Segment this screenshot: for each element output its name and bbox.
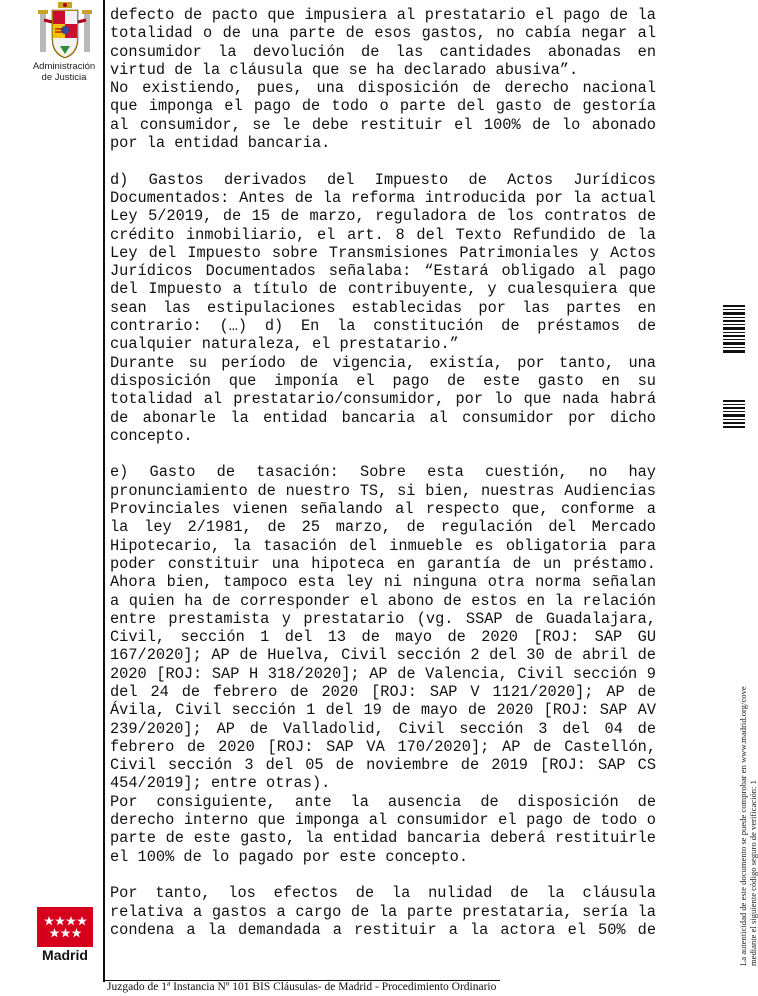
text-line: Ley 5/2019, de 15 de marzo, reguladora de los contratos de (110, 207, 656, 226)
text-line: sean las estipulaciones establecidas por las partes en (110, 298, 656, 317)
barcode-icon (723, 305, 745, 353)
blank-line (110, 866, 656, 884)
margin-rule (103, 0, 105, 982)
text-line: d) Gastos derivados del Impuesto de Actos Jurídicos (110, 170, 656, 189)
text-line: entre prestamista y prestatario (vg. SSAP de Guadalajara, (110, 609, 656, 628)
barcode-small-icon (723, 400, 745, 428)
text-line: relativa a gastos a cargo de la parte prestataria, sería la (110, 902, 656, 921)
text-line: virtud de la cláusula que se ha declarado abusiva”. (110, 60, 579, 79)
text-line: el 100% de lo pagado por este concepto. (110, 847, 469, 866)
text-line: la ley 2/1981, de 25 marzo, de regulación del Mercado (110, 518, 656, 537)
text-line: derecho interno que imponga al consumidor el pago de todo o (110, 811, 656, 830)
text-line: Ávila, Civil sección 1 del 19 de mayo de 2020 [ROJ: SAP AV (110, 701, 656, 720)
text-line: e) Gasto de tasación: Sobre esta cuestión, no hay (110, 463, 656, 482)
text-line: del 24 de febrero de 2020 [ROJ: SAP V 1121/2020]; AP de (110, 682, 656, 701)
text-line: Jurídicos Documentados señalaba: “Estará obligado al pago (110, 262, 656, 281)
text-line: Civil sección 3 del 05 de noviembre de 2019 [ROJ: SAP CS (110, 756, 656, 775)
text-line: Por tanto, los efectos de la nulidad de la cláusula (110, 884, 656, 903)
text-line: de abonarle la entidad bancaria al consumidor por dicho (110, 408, 656, 427)
text-line: Provinciales vienen señalando al respecto que, conforme a (110, 500, 656, 519)
blank-line (110, 152, 656, 170)
text-line: por la entidad bancaria. (110, 134, 331, 153)
text-line: No existiendo, pues, una disposición de derecho nacional (110, 79, 656, 98)
verification-text (738, 686, 758, 966)
text-line: Ley del Impuesto sobre Transmisiones Patrimoniales y Actos (110, 243, 656, 262)
madrid-logo (37, 907, 93, 947)
text-line: pronunciamiento de nuestro TS, si bien, nuestras Audiencias (110, 481, 656, 500)
text-line: del Impuesto a título de contribuyente, y cualesquiera que (110, 280, 656, 299)
text-line: totalidad al prestatario/consumidor, por lo que nada habrá (110, 390, 656, 409)
institution-label (18, 61, 110, 83)
stars-icon (37, 907, 93, 947)
text-line: disposición que imponía el pago de este gasto en su (110, 371, 656, 390)
text-line: poder constituir una hipoteca en garantía de un préstamo. (110, 554, 656, 573)
verification-line-2: mediante el siguiente código seguro de verificación: 1 (748, 780, 758, 966)
coat-of-arms-icon (38, 2, 92, 60)
institution-line-2: de Justicia (41, 72, 87, 83)
institution-line-1: Administración (32, 61, 96, 72)
blank-line (110, 445, 656, 463)
text-line: cualquier naturaleza, el prestatario.” (110, 335, 459, 354)
text-line: 454/2019]; entre otras). (110, 774, 331, 793)
text-line: Durante su período de vigencia, existía, por tanto, una (110, 353, 656, 372)
text-line: parte de este gasto, la entidad bancaria deberá restituirle (110, 829, 656, 848)
text-line: condena a la demandada a restituir a la actora el 50% de (110, 920, 656, 939)
text-line: al consumidor, se le debe restituir el 100% de lo abonado (110, 115, 656, 134)
text-line: Documentados: Antes de la reforma introducida por la actual (110, 188, 656, 207)
text-line: que imponga el pago de todo o parte del gasto de gestoría (110, 97, 656, 116)
text-line: a quien ha de corresponder el abono de estos en la relación (110, 591, 656, 610)
text-line: concepto. (110, 426, 193, 445)
text-line: consumidor la devolución de las cantidades abonadas en (110, 42, 656, 61)
text-line: Hipotecario, la tasación del inmueble es obligatoria para (110, 536, 656, 555)
verification-line-1: La autenticidad de este documento se puede comprobar en www.madrid.org/cove (738, 686, 748, 966)
text-line: 239/2020]; AP de Valladolid, Civil sección 3 del 04 de (110, 719, 656, 738)
text-line: crédito inmobiliario, el art. 8 del Texto Refundido de la (110, 225, 656, 244)
text-line: Ahora bien, tampoco esta ley ni ninguna otra norma señalan (110, 573, 656, 592)
text-line: febrero de 2020 [ROJ: SAP VA 170/2020]; AP de Castellón, (110, 737, 656, 756)
document-body (110, 6, 656, 939)
text-line: defecto de pacto que impusiera al prestatario el pago de la (110, 6, 656, 24)
text-line: 167/2020]; AP de Huelva, Civil sección 2 del 30 de abril de (110, 646, 656, 665)
text-line: contrario: (…) d) En la constitución de préstamos de (110, 317, 656, 336)
text-line: 2020 [ROJ: SAP H 318/2020]; AP de Valencia, Civil sección 9 (110, 664, 656, 683)
text-line: totalidad o de una parte de esos gastos, no cabía negar al (110, 24, 656, 43)
madrid-logo-label: Madrid (42, 947, 88, 963)
text-line: Civil, sección 1 del 13 de mayo de 2020 [ROJ: SAP GU (110, 628, 656, 647)
footer-text: Juzgado de 1ª Instancia Nº 101 BIS Cláusulas- de Madrid - Procedimiento Ordinario (107, 981, 497, 993)
text-line: Por consiguiente, ante la ausencia de disposición de (110, 792, 656, 811)
